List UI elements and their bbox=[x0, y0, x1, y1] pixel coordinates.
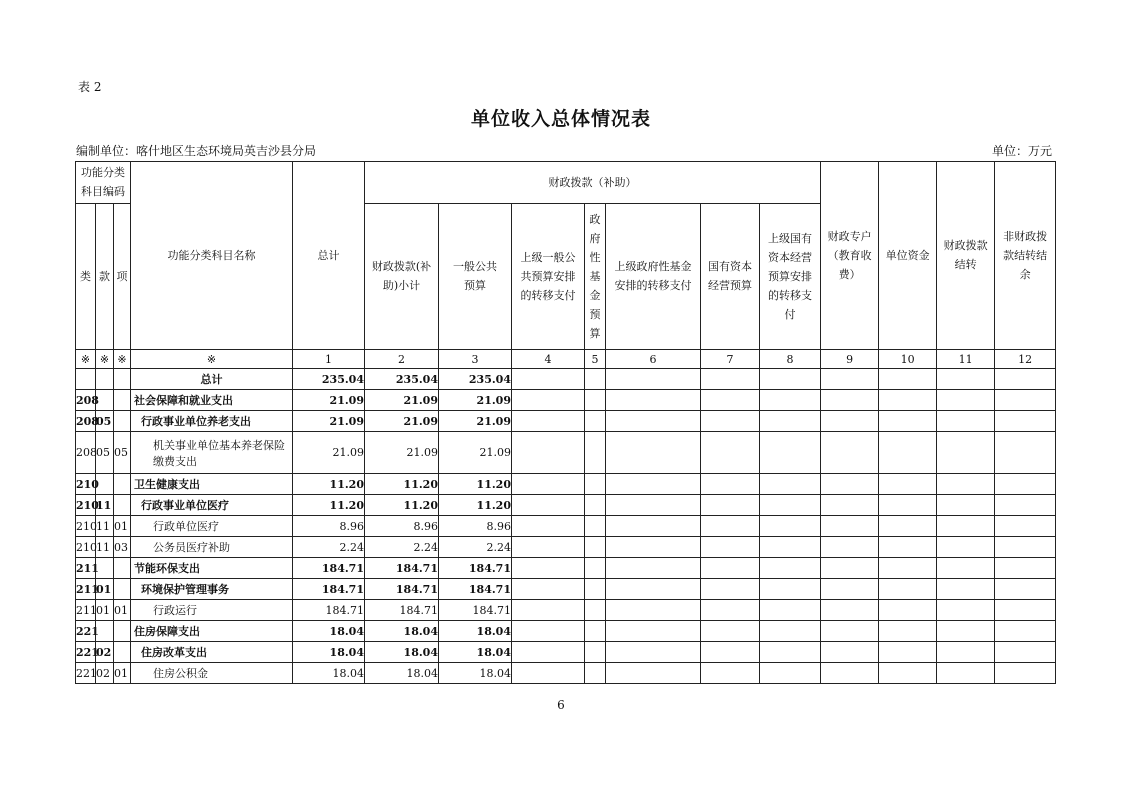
empty-cell bbox=[821, 516, 879, 537]
header-upper-gov-fund-transfer: 上级政府性基金安排的转移支付 bbox=[606, 204, 701, 350]
fiscal-subtotal-cell: 184.71 bbox=[365, 579, 439, 600]
fiscal-subtotal-cell: 11.20 bbox=[365, 474, 439, 495]
total-cell: 11.20 bbox=[293, 474, 365, 495]
index-cell: 3 bbox=[439, 350, 512, 369]
empty-cell bbox=[512, 432, 585, 474]
empty-cell bbox=[937, 642, 995, 663]
empty-cell bbox=[821, 411, 879, 432]
index-cell: 7 bbox=[701, 350, 760, 369]
header-gov-fund-budget: 政府性基金预算 bbox=[585, 204, 606, 350]
empty-cell bbox=[821, 495, 879, 516]
empty-cell bbox=[995, 390, 1056, 411]
empty-cell bbox=[606, 390, 701, 411]
empty-cell bbox=[879, 516, 937, 537]
empty-cell bbox=[821, 558, 879, 579]
code-kuan-cell: 11 bbox=[96, 516, 114, 537]
empty-cell bbox=[585, 495, 606, 516]
organization-label: 编制单位：喀什地区生态环境局英吉沙县分局 bbox=[76, 144, 317, 158]
empty-cell bbox=[760, 579, 821, 600]
empty-cell bbox=[821, 369, 879, 390]
code-lei-cell: 208 bbox=[76, 411, 96, 432]
empty-cell bbox=[821, 579, 879, 600]
empty-cell bbox=[879, 411, 937, 432]
fiscal-subtotal-cell: 184.71 bbox=[365, 600, 439, 621]
empty-cell bbox=[701, 411, 760, 432]
fiscal-subtotal-cell: 21.09 bbox=[365, 411, 439, 432]
fiscal-subtotal-cell: 21.09 bbox=[365, 432, 439, 474]
empty-cell bbox=[701, 600, 760, 621]
code-xiang-cell bbox=[114, 558, 131, 579]
general-budget-cell: 18.04 bbox=[439, 642, 512, 663]
table-row bbox=[76, 474, 1056, 495]
empty-cell bbox=[585, 600, 606, 621]
general-budget-cell: 184.71 bbox=[439, 558, 512, 579]
empty-cell bbox=[760, 390, 821, 411]
header-func-code: 功能分类科目编码 bbox=[76, 162, 131, 204]
empty-cell bbox=[701, 432, 760, 474]
empty-cell bbox=[937, 558, 995, 579]
index-cell: 8 bbox=[760, 350, 821, 369]
table-row bbox=[76, 369, 1056, 390]
total-cell: 184.71 bbox=[293, 600, 365, 621]
empty-cell bbox=[760, 621, 821, 642]
code-lei-cell: 210 bbox=[76, 495, 96, 516]
empty-cell bbox=[821, 474, 879, 495]
item-name-cell: 住房公积金 bbox=[131, 663, 293, 684]
empty-cell bbox=[937, 579, 995, 600]
empty-cell bbox=[937, 495, 995, 516]
empty-cell bbox=[585, 390, 606, 411]
empty-cell bbox=[701, 558, 760, 579]
total-cell: 18.04 bbox=[293, 621, 365, 642]
empty-cell bbox=[606, 558, 701, 579]
total-cell: 21.09 bbox=[293, 390, 365, 411]
empty-cell bbox=[937, 663, 995, 684]
empty-cell bbox=[512, 516, 585, 537]
page-title: 单位收入总体情况表 bbox=[470, 108, 651, 130]
empty-cell bbox=[512, 537, 585, 558]
code-kuan-cell: 11 bbox=[96, 537, 114, 558]
code-xiang-cell: 03 bbox=[114, 537, 131, 558]
header-fiscal-group: 财政拨款（补助） bbox=[365, 162, 821, 204]
empty-cell bbox=[821, 621, 879, 642]
empty-cell bbox=[585, 621, 606, 642]
general-budget-cell: 18.04 bbox=[439, 621, 512, 642]
header-special-account: 财政专户（教育收费） bbox=[821, 162, 879, 350]
column-index-row bbox=[76, 350, 1056, 369]
empty-cell bbox=[937, 600, 995, 621]
general-budget-cell: 11.20 bbox=[439, 474, 512, 495]
item-name-cell: 社会保障和就业支出 bbox=[131, 390, 293, 411]
empty-cell bbox=[512, 390, 585, 411]
general-budget-cell: 21.09 bbox=[439, 432, 512, 474]
header-fiscal-subtotal: 财政拨款(补助)小计 bbox=[365, 204, 439, 350]
index-cell: 2 bbox=[365, 350, 439, 369]
table-row bbox=[76, 411, 1056, 432]
empty-cell bbox=[701, 390, 760, 411]
table-row bbox=[76, 558, 1056, 579]
empty-cell bbox=[512, 495, 585, 516]
empty-cell bbox=[606, 516, 701, 537]
empty-cell bbox=[821, 432, 879, 474]
empty-cell bbox=[879, 558, 937, 579]
empty-cell bbox=[701, 516, 760, 537]
table-row bbox=[76, 432, 1056, 474]
table-row bbox=[76, 537, 1056, 558]
empty-cell bbox=[585, 663, 606, 684]
empty-cell bbox=[606, 642, 701, 663]
header-fiscal-carryover: 财政拨款结转 bbox=[937, 162, 995, 350]
empty-cell bbox=[995, 600, 1056, 621]
empty-cell bbox=[512, 411, 585, 432]
empty-cell bbox=[937, 516, 995, 537]
empty-cell bbox=[760, 600, 821, 621]
table-row bbox=[76, 600, 1056, 621]
empty-cell bbox=[512, 621, 585, 642]
code-lei-cell bbox=[76, 369, 96, 390]
item-name-cell: 公务员医疗补助 bbox=[131, 537, 293, 558]
index-cell: 1 bbox=[293, 350, 365, 369]
empty-cell bbox=[821, 663, 879, 684]
empty-cell bbox=[606, 432, 701, 474]
code-lei-cell: 208 bbox=[76, 432, 96, 474]
empty-cell bbox=[512, 579, 585, 600]
code-lei-cell: 211 bbox=[76, 558, 96, 579]
code-lei-cell: 208 bbox=[76, 390, 96, 411]
general-budget-cell: 18.04 bbox=[439, 663, 512, 684]
index-cell: ※ bbox=[131, 350, 293, 369]
general-budget-cell: 21.09 bbox=[439, 411, 512, 432]
table-label: 表 2 bbox=[78, 80, 102, 94]
fiscal-subtotal-cell: 18.04 bbox=[365, 663, 439, 684]
empty-cell bbox=[760, 537, 821, 558]
header-upper-state-capital-transfer: 上级国有资本经营预算安排的转移支付 bbox=[760, 204, 821, 350]
empty-cell bbox=[995, 642, 1056, 663]
empty-cell bbox=[585, 642, 606, 663]
general-budget-cell: 2.24 bbox=[439, 537, 512, 558]
empty-cell bbox=[879, 663, 937, 684]
empty-cell bbox=[606, 474, 701, 495]
empty-cell bbox=[512, 558, 585, 579]
total-cell: 18.04 bbox=[293, 642, 365, 663]
unit-label: 单位：万元 bbox=[991, 144, 1052, 158]
table-row bbox=[76, 642, 1056, 663]
empty-cell bbox=[821, 642, 879, 663]
code-kuan-cell: 01 bbox=[96, 579, 114, 600]
item-name-cell: 节能环保支出 bbox=[131, 558, 293, 579]
empty-cell bbox=[701, 495, 760, 516]
empty-cell bbox=[995, 495, 1056, 516]
code-kuan-cell: 05 bbox=[96, 432, 114, 474]
empty-cell bbox=[821, 390, 879, 411]
empty-cell bbox=[512, 642, 585, 663]
total-cell: 235.04 bbox=[293, 369, 365, 390]
table-row bbox=[76, 390, 1056, 411]
empty-cell bbox=[760, 642, 821, 663]
empty-cell bbox=[879, 537, 937, 558]
code-xiang-cell: 05 bbox=[114, 432, 131, 474]
total-cell: 21.09 bbox=[293, 432, 365, 474]
code-lei-cell: 210 bbox=[76, 474, 96, 495]
empty-cell bbox=[995, 516, 1056, 537]
empty-cell bbox=[606, 663, 701, 684]
empty-cell bbox=[937, 432, 995, 474]
empty-cell bbox=[937, 369, 995, 390]
fiscal-subtotal-cell: 18.04 bbox=[365, 621, 439, 642]
code-xiang-cell bbox=[114, 621, 131, 642]
empty-cell bbox=[701, 474, 760, 495]
empty-cell bbox=[760, 411, 821, 432]
fiscal-subtotal-cell: 8.96 bbox=[365, 516, 439, 537]
index-cell: 4 bbox=[512, 350, 585, 369]
index-cell: 5 bbox=[585, 350, 606, 369]
item-name-cell: 行政事业单位养老支出 bbox=[131, 411, 293, 432]
table-row bbox=[76, 579, 1056, 600]
table-row bbox=[76, 663, 1056, 684]
general-budget-cell: 184.71 bbox=[439, 579, 512, 600]
code-lei-cell: 221 bbox=[76, 642, 96, 663]
empty-cell bbox=[760, 432, 821, 474]
index-cell: ※ bbox=[114, 350, 131, 369]
item-name-cell: 行政事业单位医疗 bbox=[131, 495, 293, 516]
general-budget-cell: 235.04 bbox=[439, 369, 512, 390]
empty-cell bbox=[879, 495, 937, 516]
empty-cell bbox=[606, 537, 701, 558]
index-cell: 9 bbox=[821, 350, 879, 369]
empty-cell bbox=[879, 474, 937, 495]
empty-cell bbox=[879, 369, 937, 390]
item-name-cell: 总计 bbox=[131, 369, 293, 390]
header-nonfiscal-carryover: 非财政拨款结转结余 bbox=[995, 162, 1056, 350]
code-xiang-cell bbox=[114, 369, 131, 390]
code-lei-cell: 221 bbox=[76, 663, 96, 684]
code-xiang-cell: 01 bbox=[114, 600, 131, 621]
total-cell: 184.71 bbox=[293, 558, 365, 579]
empty-cell bbox=[606, 495, 701, 516]
header-xiang: 项 bbox=[114, 204, 131, 350]
empty-cell bbox=[585, 432, 606, 474]
item-name-cell: 环境保护管理事务 bbox=[131, 579, 293, 600]
empty-cell bbox=[585, 369, 606, 390]
empty-cell bbox=[701, 579, 760, 600]
code-lei-cell: 211 bbox=[76, 579, 96, 600]
empty-cell bbox=[585, 537, 606, 558]
empty-cell bbox=[995, 579, 1056, 600]
total-cell: 21.09 bbox=[293, 411, 365, 432]
code-xiang-cell: 01 bbox=[114, 516, 131, 537]
empty-cell bbox=[995, 537, 1056, 558]
empty-cell bbox=[995, 621, 1056, 642]
empty-cell bbox=[995, 411, 1056, 432]
total-cell: 11.20 bbox=[293, 495, 365, 516]
item-name-cell: 行政单位医疗 bbox=[131, 516, 293, 537]
table-row bbox=[76, 495, 1056, 516]
item-name-cell: 住房保障支出 bbox=[131, 621, 293, 642]
index-cell: 11 bbox=[937, 350, 995, 369]
header-func-name: 功能分类科目名称 bbox=[131, 162, 293, 350]
fiscal-subtotal-cell: 235.04 bbox=[365, 369, 439, 390]
empty-cell bbox=[760, 558, 821, 579]
income-summary-table bbox=[75, 161, 1056, 684]
empty-cell bbox=[879, 432, 937, 474]
header-upper-general-transfer: 上级一般公共预算安排的转移支付 bbox=[512, 204, 585, 350]
empty-cell bbox=[585, 411, 606, 432]
index-cell: 12 bbox=[995, 350, 1056, 369]
empty-cell bbox=[995, 663, 1056, 684]
general-budget-cell: 11.20 bbox=[439, 495, 512, 516]
empty-cell bbox=[512, 600, 585, 621]
item-name-cell: 卫生健康支出 bbox=[131, 474, 293, 495]
empty-cell bbox=[879, 390, 937, 411]
empty-cell bbox=[760, 663, 821, 684]
empty-cell bbox=[937, 390, 995, 411]
empty-cell bbox=[701, 369, 760, 390]
code-kuan-cell: 01 bbox=[96, 600, 114, 621]
empty-cell bbox=[937, 411, 995, 432]
total-cell: 8.96 bbox=[293, 516, 365, 537]
empty-cell bbox=[606, 369, 701, 390]
empty-cell bbox=[585, 579, 606, 600]
code-xiang-cell bbox=[114, 495, 131, 516]
page-number: 6 bbox=[557, 698, 565, 712]
empty-cell bbox=[512, 663, 585, 684]
empty-cell bbox=[701, 642, 760, 663]
code-kuan-cell: 02 bbox=[96, 642, 114, 663]
code-lei-cell: 221 bbox=[76, 621, 96, 642]
code-xiang-cell bbox=[114, 390, 131, 411]
empty-cell bbox=[937, 537, 995, 558]
table-row bbox=[76, 621, 1056, 642]
table-row bbox=[76, 516, 1056, 537]
index-cell: 10 bbox=[879, 350, 937, 369]
empty-cell bbox=[606, 579, 701, 600]
empty-cell bbox=[701, 621, 760, 642]
general-budget-cell: 21.09 bbox=[439, 390, 512, 411]
fiscal-subtotal-cell: 2.24 bbox=[365, 537, 439, 558]
code-kuan-cell: 02 bbox=[96, 663, 114, 684]
empty-cell bbox=[937, 474, 995, 495]
code-xiang-cell bbox=[114, 411, 131, 432]
code-lei-cell: 210 bbox=[76, 537, 96, 558]
empty-cell bbox=[760, 516, 821, 537]
empty-cell bbox=[821, 537, 879, 558]
code-lei-cell: 211 bbox=[76, 600, 96, 621]
header-unit-funds: 单位资金 bbox=[879, 162, 937, 350]
empty-cell bbox=[606, 621, 701, 642]
code-xiang-cell bbox=[114, 642, 131, 663]
header-lei: 类 bbox=[76, 204, 96, 350]
empty-cell bbox=[821, 600, 879, 621]
fiscal-subtotal-cell: 21.09 bbox=[365, 390, 439, 411]
empty-cell bbox=[879, 642, 937, 663]
fiscal-subtotal-cell: 18.04 bbox=[365, 642, 439, 663]
empty-cell bbox=[995, 474, 1056, 495]
total-cell: 18.04 bbox=[293, 663, 365, 684]
empty-cell bbox=[701, 537, 760, 558]
item-name-cell: 住房改革支出 bbox=[131, 642, 293, 663]
code-kuan-cell bbox=[96, 369, 114, 390]
empty-cell bbox=[995, 369, 1056, 390]
empty-cell bbox=[879, 621, 937, 642]
empty-cell bbox=[995, 558, 1056, 579]
code-kuan-cell: 05 bbox=[96, 411, 114, 432]
empty-cell bbox=[606, 600, 701, 621]
code-lei-cell: 210 bbox=[76, 516, 96, 537]
empty-cell bbox=[937, 621, 995, 642]
header-total: 总计 bbox=[293, 162, 365, 350]
item-name-cell: 机关事业单位基本养老保险缴费支出 bbox=[131, 432, 293, 474]
code-xiang-cell: 01 bbox=[114, 663, 131, 684]
empty-cell bbox=[760, 369, 821, 390]
empty-cell bbox=[879, 579, 937, 600]
empty-cell bbox=[760, 495, 821, 516]
empty-cell bbox=[995, 432, 1056, 474]
index-cell: 6 bbox=[606, 350, 701, 369]
code-kuan-cell: 11 bbox=[96, 495, 114, 516]
item-name-cell: 行政运行 bbox=[131, 600, 293, 621]
index-cell: ※ bbox=[96, 350, 114, 369]
empty-cell bbox=[606, 411, 701, 432]
empty-cell bbox=[585, 558, 606, 579]
empty-cell bbox=[879, 600, 937, 621]
fiscal-subtotal-cell: 184.71 bbox=[365, 558, 439, 579]
general-budget-cell: 8.96 bbox=[439, 516, 512, 537]
empty-cell bbox=[585, 474, 606, 495]
fiscal-subtotal-cell: 11.20 bbox=[365, 495, 439, 516]
empty-cell bbox=[512, 474, 585, 495]
empty-cell bbox=[585, 516, 606, 537]
index-cell: ※ bbox=[76, 350, 96, 369]
general-budget-cell: 184.71 bbox=[439, 600, 512, 621]
header-kuan: 款 bbox=[96, 204, 114, 350]
empty-cell bbox=[701, 663, 760, 684]
code-xiang-cell bbox=[114, 474, 131, 495]
table-body bbox=[76, 369, 1056, 684]
empty-cell bbox=[760, 474, 821, 495]
total-cell: 184.71 bbox=[293, 579, 365, 600]
empty-cell bbox=[512, 369, 585, 390]
header-general-budget: 一般公共预算 bbox=[439, 204, 512, 350]
header-state-capital-budget: 国有资本经营预算 bbox=[701, 204, 760, 350]
code-xiang-cell bbox=[114, 579, 131, 600]
total-cell: 2.24 bbox=[293, 537, 365, 558]
